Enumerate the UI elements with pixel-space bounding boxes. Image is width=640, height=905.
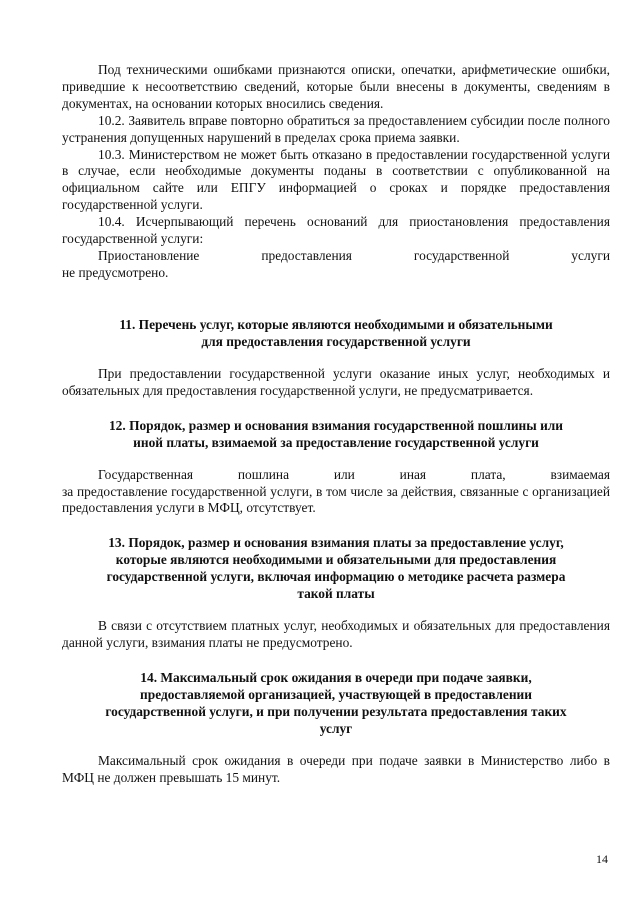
section-12-text-rest: за предоставление государственной услуги, в том числе за действия, связанные с организацией предоставления услуги в МФЦ, отсутствует. <box>62 483 610 516</box>
section-13-heading-line-2: которые являются необходимыми и обязательными для предоставления <box>115 552 557 568</box>
section-13-heading-line-4: такой платы <box>297 586 375 602</box>
paragraph-suspension: Приостановление предоставления государственной услуги <box>98 247 610 263</box>
section-11-text: При предоставлении государственной услуги оказание иных услуг, необходимых и обязательных для предоставления государственной услуги, не предусматривается. <box>62 365 610 398</box>
section-11-heading-line-1: 11. Перечень услуг, которые являются необходимыми и обязательными <box>119 316 553 332</box>
paragraph-10-4: 10.4. Исчерпывающий перечень оснований для приостановления предоставления государственной услуги: <box>62 214 610 247</box>
section-12-heading <box>62 417 610 451</box>
paragraph-suspension-end: не предусмотрено. <box>62 264 169 280</box>
section-11-heading-line-2: для предоставления государственной услуги <box>201 333 471 349</box>
section-13-heading-line-1: 13. Порядок, размер и основания взимания платы за предоставление услуг, <box>108 535 564 551</box>
page-number: 14 <box>596 852 608 866</box>
section-13-text: В связи с отсутствием платных услуг, необходимых и обязательных для предоставления данной услуги, взимания платы не предусмотрено. <box>62 618 610 651</box>
page-content <box>62 62 610 787</box>
section-14-text: Максимальный срок ожидания в очереди при подаче заявки в Министерство либо в МФЦ не должен превышать 15 минут. <box>62 753 610 786</box>
section-13-heading-line-3: государственной услуги, включая информацию о методике расчета размера <box>106 569 566 585</box>
section-14-heading-line-3: государственной услуги, и при получении результата предоставления таких <box>105 704 567 720</box>
section-14-heading-line-4: услуг <box>319 721 353 737</box>
paragraph-technical-errors: Под техническими ошибками признаются описки, опечатки, арифметические ошибки, приведшие к несоответствию сведений, которые были внесены в документы, сведениям в документах, на основании которых вносились сведения. <box>62 62 610 111</box>
section-12-heading-line-1: 12. Порядок, размер и основания взимания государственной пошлины или <box>108 417 564 433</box>
section-13-heading <box>62 534 610 602</box>
section-14-heading-line-2: предоставляемой организацией, участвующей в предоставлении <box>140 687 532 703</box>
paragraph-10-3: 10.3. Министерством не может быть отказано в предоставлении государственной услуги в случае, если необходимые документы поданы в соответствии с опубликованной на официальном сайте или ЕПГУ информацией о сроках и порядке предоставления государственной услуги. <box>62 146 610 213</box>
section-12-heading-line-2: иной платы, взимаемой за предоставление государственной услуги <box>133 434 539 450</box>
section-14-heading <box>62 669 610 737</box>
section-11-heading <box>62 316 610 350</box>
section-12-text-line-1: Государственная пошлина или иная плата, взимаемая <box>98 466 610 482</box>
paragraph-10-2: 10.2. Заявитель вправе повторно обратиться за предоставлением субсидии после полного устранения допущенных нарушений в пределах срока приема заявки. <box>62 112 610 145</box>
section-14-heading-line-1: 14. Максимальный срок ожидания в очереди при подаче заявки, <box>140 670 532 686</box>
